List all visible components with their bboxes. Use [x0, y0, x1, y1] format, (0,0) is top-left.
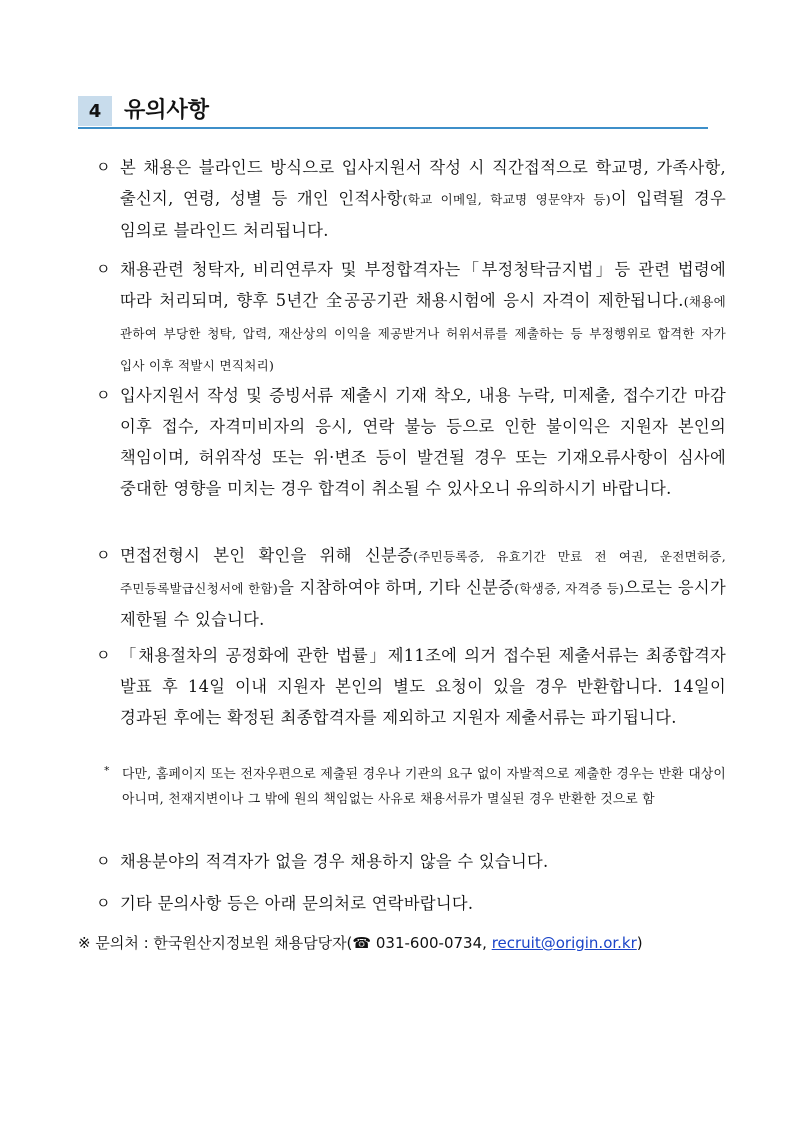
contact-phone: 031-600-0734, — [371, 934, 492, 952]
notice-small-text: (채용에 관하여 부당한 청탁, 압력, 재산상의 이익을 제공받거나 허위서류를 제출하는 등 부정행위로 합격한 자가 입사 이후 적발시 면직처리) — [120, 294, 726, 373]
contact-label: 문의처 : 한국원산지정보원 채용담당자( — [95, 934, 353, 952]
telephone-icon: ☎ — [352, 934, 372, 952]
notice-tail-text: 이 입력될 경우 임의로 블라인드 처리됩니다. — [120, 189, 726, 240]
notice-small-text-2: (학생증, 자격증 등) — [514, 581, 625, 596]
bullet-mark: ㅇ — [96, 646, 111, 664]
contact-email-link[interactable]: recruit@origin.or.kr — [491, 934, 637, 952]
notice-text: 입사지원서 작성 및 증빙서류 제출시 기재 착오, 내용 누락, 미제출, 접수기간 마감 이후 접수, 자격미비자의 응시, 연락 불능 등으로 인한 불이익은 지원자 본인의 책임이며, 허위작성 또는 위·변조 등이 발견될 경우 또는 기재오류사항이 심사에 중대한 영향을 미치는 경우 합격이 취소될 수 있사오니 유의하시기 바랍니다. — [120, 386, 726, 498]
bullet-mark: ㅇ — [96, 386, 111, 404]
notice-main-text: 채용관련 청탁자, 비리연루자 및 부정합격자는「부정청탁금지법」등 관련 법령에 따라 처리되며, 향후 5년간 全공공기관 채용시험에 응시 자격이 제한됩니다. — [120, 260, 726, 310]
notice-main-text: 본 채용은 블라인드 방식으로 입사지원서 작성 시 직간접적으로 학교명, 가족사항, 출신지, 연령, 성별 등 개인 인적사항 — [120, 158, 726, 208]
notice-main-text: 면접전형시 본인 확인을 위해 신분증 — [120, 546, 414, 565]
notice-text: 기타 문의사항 등은 아래 문의처로 연락바랍니다. — [120, 894, 474, 913]
section-underline — [78, 127, 708, 129]
notice-small-text: (학교 이메일, 학교명 영문약자 등) — [402, 192, 611, 207]
contact-close: ) — [636, 934, 643, 952]
bullet-mark: ㅇ — [96, 158, 111, 176]
notice-text — [120, 254, 726, 381]
contact-line — [78, 928, 728, 958]
bullet-mark: ㅇ — [96, 260, 111, 278]
notice-small-text: (주민등록증, 유효기간 만료 전 여권, 운전면허증, 주민등록발급신청서에 한함) — [120, 549, 726, 596]
notice-text — [120, 152, 726, 246]
notice-text: 「채용절차의 공정화에 관한 법률」제11조에 의거 접수된 제출서류는 최종합격자 발표 후 14일 이내 지원자 본인의 별도 요청이 있을 경우 반환합니다. 14일이 경과된 후에는 확정된 최종합격자를 제외하고 지원자 제출서류는 파기됩니다. — [120, 646, 726, 727]
section-number: 4 — [78, 96, 112, 126]
bullet-mark: ㅇ — [96, 852, 111, 870]
notice-tail-text-2: 으로는 응시가 제한될 수 있습니다. — [120, 578, 726, 629]
footnote-text: 다만, 홈페이지 또는 전자우편으로 제출된 경우나 기관의 요구 없이 자발적으로 제출한 경우는 반환 대상이 아니며, 천재지변이나 그 밖에 원의 책임없는 사유로 채용서류가 멸실된 경우 반환한 것으로 함 — [122, 767, 726, 807]
notice-text — [120, 540, 726, 635]
reference-mark: ※ — [78, 934, 91, 952]
notice-tail-text: 을 지참하여야 하며, 기타 신분증 — [278, 578, 515, 597]
bullet-mark: ㅇ — [96, 546, 111, 564]
footnote-mark: * — [104, 764, 110, 777]
section-title: 유의사항 — [124, 98, 210, 123]
section-header — [78, 96, 708, 128]
bullet-mark: ㅇ — [96, 894, 111, 912]
notice-text: 채용분야의 적격자가 없을 경우 채용하지 않을 수 있습니다. — [120, 852, 549, 871]
